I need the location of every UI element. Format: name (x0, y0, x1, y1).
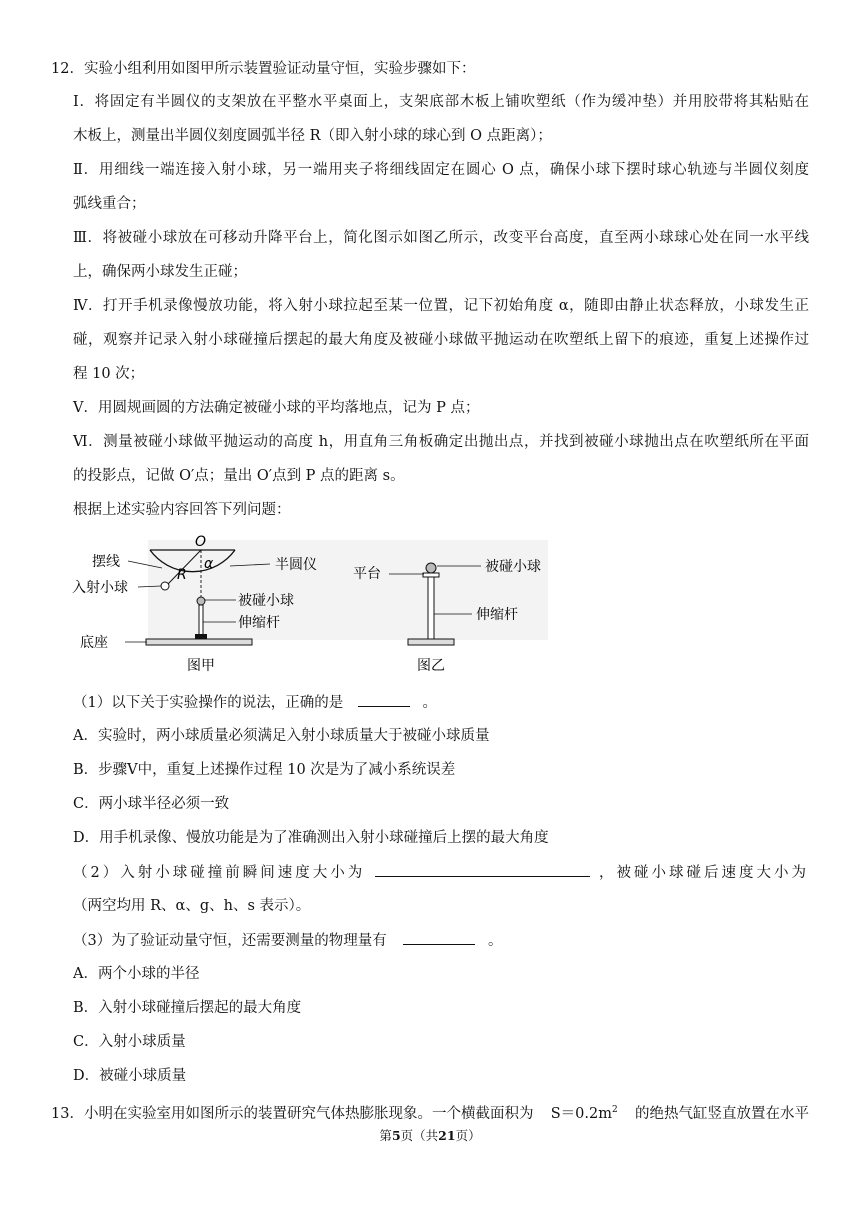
base (408, 639, 454, 645)
label-O: O (195, 534, 207, 550)
label-beipeng: 被碰小球 (238, 593, 294, 609)
subq3-blank[interactable] (403, 930, 475, 945)
q13-text-2: 的绝热气缸竖直放置在水平 (635, 1105, 809, 1122)
label-R: R (177, 567, 187, 583)
caption-jia: 图甲 (187, 658, 215, 674)
q13-stem (51, 1100, 809, 1124)
subq2-text-2: ，被碰小球碰后速度大小为 (598, 865, 809, 881)
q12-stem: 12．实验小组利用如图甲所示装置验证动量守恒，实验步骤如下： (51, 61, 476, 77)
subq1 (73, 692, 437, 713)
page-footer: 第5页（共21页） (379, 1128, 481, 1143)
subq3-end: 。 (487, 933, 503, 949)
subq2-note: （两空均用 R、α、g、h、s 表示）。 (73, 898, 311, 914)
base (146, 639, 252, 645)
subq1-text: （1）以下关于实验操作的说法，正确的是 (73, 695, 344, 711)
caption-yi: 图乙 (417, 658, 445, 674)
step2-line2: 弧线重合； (73, 196, 146, 212)
label-baixian: 摆线 (92, 554, 120, 570)
platform (423, 573, 439, 577)
subq1-blank[interactable] (358, 692, 410, 707)
subq2 (73, 862, 809, 883)
target-ball (426, 563, 436, 573)
label-banyuanyi: 半圆仪 (275, 557, 317, 573)
subq3-option-b[interactable]: B．入射小球碰撞后摆起的最大角度 (73, 1000, 302, 1016)
label-alpha: α (204, 556, 214, 572)
page-number: 5 (391, 1128, 401, 1143)
subq1-option-c[interactable]: C．两小球半径必须一致 (73, 796, 230, 812)
step6-line1: Ⅵ．测量被碰小球做平抛运动的高度 h，用直角三角板确定出抛出点，并找到被碰小球抛出点在吹塑纸所在平面 (73, 434, 809, 450)
label-rushe: 入射小球 (72, 580, 128, 596)
page-total: 21 (438, 1128, 456, 1143)
label-shensuo: 伸缩杆 (238, 615, 280, 631)
subq3-option-c[interactable]: C．入射小球质量 (73, 1034, 186, 1050)
step4-line1: Ⅳ．打开手机录像慢放功能，将入射小球拉起至某一位置，记下初始角度 α，随即由静止状态释放，小球发生正 (73, 298, 809, 314)
label-pingtai: 平台 (353, 566, 381, 582)
subq2-blank-1[interactable] (375, 862, 590, 877)
step1-line2: 木板上，测量出半圆仪刻度圆弧半径 R（即入射小球的球心到 O 点距离）； (73, 128, 552, 144)
subq1-option-d[interactable]: D．用手机录像、慢放功能是为了准确测出入射小球碰撞后上摆的最大角度 (73, 830, 549, 846)
subq3-option-a[interactable]: A．两个小球的半径 (73, 966, 200, 982)
step3-line1: Ⅲ．将被碰小球放在可移动升降平台上，简化图示如图乙所示，改变平台高度，直至两小球球心处在同一水平线 (73, 230, 809, 246)
subq1-option-b[interactable]: B．步骤Ⅴ中，重复上述操作过程 10 次是为了减小系统误差 (73, 762, 456, 778)
subq3-option-d[interactable]: D．被碰小球质量 (73, 1068, 187, 1084)
figure-yi (345, 530, 565, 675)
telescopic-rod (199, 605, 203, 635)
subq1-option-a[interactable]: A．实验时，两小球质量必须满足入射小球质量大于被碰小球质量 (73, 728, 490, 744)
step5: Ⅴ．用圆规画圆的方法确定被碰小球的平均落地点，记为 P 点； (73, 400, 480, 416)
step3-line2: 上，确保两小球发生正碰； (73, 264, 247, 280)
subq3 (73, 930, 502, 951)
q13-formula: $S=0.2m^2$ (550, 1105, 618, 1122)
label-beipeng: 被碰小球 (485, 559, 541, 575)
subq1-end: 。 (422, 695, 437, 711)
answer-prompt: 根据上述实验内容回答下列问题： (73, 502, 291, 518)
label-dizuo: 底座 (80, 635, 108, 651)
incident-ball (161, 582, 169, 590)
step6-line2: 的投影点，记做 O′点；量出 O′点到 P 点的距离 s。 (73, 468, 405, 484)
telescopic-rod (428, 577, 434, 639)
subq3-text: （3）为了验证动量守恒，还需要测量的物理量有 (73, 933, 387, 949)
subq2-text: （2）入射小球碰撞前瞬间速度大小为 (73, 865, 366, 881)
target-ball (197, 597, 205, 605)
step2-line1: Ⅱ．用细线一端连接入射小球，另一端用夹子将细线固定在圆心 O 点，确保小球下摆时球心轨迹与半圆仪刻度 (73, 162, 809, 178)
step1-line1: Ⅰ．将固定有半圆仪的支架放在平整水平桌面上，支架底部木板上铺吹塑纸（作为缓冲垫）并用胶带将其粘贴在 (73, 94, 809, 110)
q13-text: 13．小明在实验室用如图所示的装置研究气体热膨胀现象。一个横截面积为 (51, 1105, 534, 1122)
step4-line2: 碰，观察并记录入射小球碰撞后摆起的最大角度及被碰小球做平抛运动在吹塑纸上留下的痕迹，重复上述操作过 (73, 332, 809, 348)
step4-line3: 程 10 次； (73, 366, 145, 382)
label-shensuo: 伸缩杆 (476, 607, 518, 623)
